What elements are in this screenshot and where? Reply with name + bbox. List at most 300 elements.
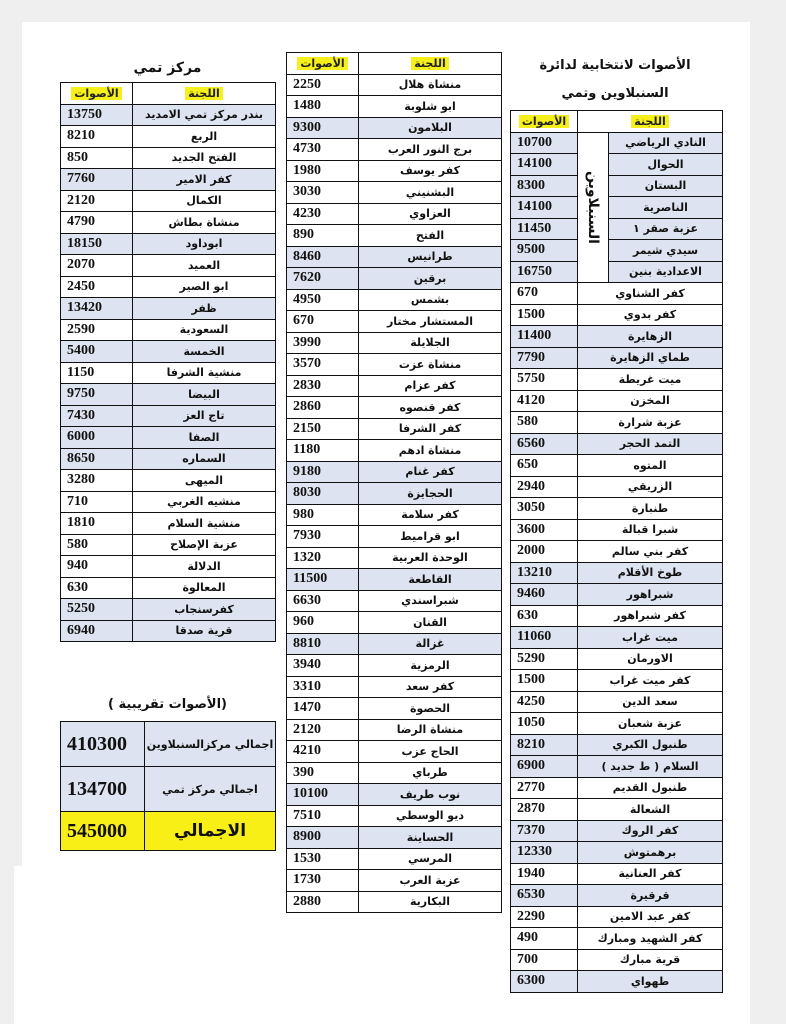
summary-row-sinbillawein: اجمالي مركزالسنبلاوين 410300 — [61, 722, 276, 767]
vote-count: 1500 — [511, 670, 578, 692]
vote-count: 13750 — [61, 104, 133, 126]
table-row — [61, 190, 276, 212]
committee-name: المرسي — [359, 848, 502, 870]
vote-count: 1150 — [61, 362, 133, 384]
table-row — [511, 476, 723, 498]
committee-name: منشاة عزت — [359, 354, 502, 376]
committee-name: السلام ( ط جديد ) — [578, 756, 723, 778]
table-row — [287, 741, 502, 763]
vote-count: 2880 — [287, 891, 359, 913]
committee-name: الزريقي — [578, 476, 723, 498]
main-title-line1: الأصوات لانتخابية لدائرة — [539, 58, 691, 73]
table-row — [287, 246, 502, 268]
vote-count: 7510 — [287, 805, 359, 827]
committee-name: ديو الوسطي — [359, 805, 502, 827]
vote-count: 630 — [511, 605, 578, 627]
votes-header: الأصوات — [511, 111, 578, 133]
vote-count: 5290 — [511, 648, 578, 670]
committee-name: برقين — [359, 268, 502, 290]
table-row — [287, 182, 502, 204]
vote-count: 2830 — [287, 375, 359, 397]
table-row — [61, 384, 276, 406]
vote-count: 670 — [511, 283, 578, 305]
table-row — [511, 283, 723, 305]
committee-name: كفر بني سالم — [578, 541, 723, 563]
table-row — [287, 569, 502, 591]
committee-name: المتوه — [578, 455, 723, 477]
committee-name: ابو قراميط — [359, 526, 502, 548]
vote-count: 7430 — [61, 405, 133, 427]
vote-count: 6560 — [511, 433, 578, 455]
committee-name: البيضا — [133, 384, 276, 406]
table-row — [287, 784, 502, 806]
committee-name: الوحدة العربية — [359, 547, 502, 569]
table-row — [511, 433, 723, 455]
committee-name: شبرا قبالة — [578, 519, 723, 541]
vote-count: 13420 — [61, 298, 133, 320]
committee-name: البكارية — [359, 891, 502, 913]
vote-count: 2070 — [61, 255, 133, 277]
committee-name: الحوال — [609, 154, 723, 176]
committee-name: القنان — [359, 612, 502, 634]
committee-name: العميد — [133, 255, 276, 277]
table-row — [511, 519, 723, 541]
vote-count: 4250 — [511, 691, 578, 713]
table-row — [511, 906, 723, 928]
vote-count: 3600 — [511, 519, 578, 541]
vote-count: 980 — [287, 504, 359, 526]
table-row — [61, 147, 276, 169]
vote-count: 12330 — [511, 842, 578, 864]
table-row — [287, 397, 502, 419]
table-row — [511, 648, 723, 670]
table-row — [511, 756, 723, 778]
table-row — [61, 513, 276, 535]
table-row — [287, 612, 502, 634]
table-row — [511, 584, 723, 606]
vote-count: 7370 — [511, 820, 578, 842]
table-row — [287, 74, 502, 96]
table-row — [511, 261, 723, 283]
committee-name: سيدي شيمر — [609, 240, 723, 262]
table-row — [287, 375, 502, 397]
vote-count: 8650 — [61, 448, 133, 470]
table-row — [61, 405, 276, 427]
vote-count: 10100 — [287, 784, 359, 806]
committee-name: الحاج عزب — [359, 741, 502, 763]
vote-count: 650 — [511, 455, 578, 477]
committee-header: اللجنة — [133, 83, 276, 105]
vote-count: 5400 — [61, 341, 133, 363]
vote-count: 8210 — [61, 126, 133, 148]
vote-count: 850 — [61, 147, 133, 169]
committee-name: كفر عزام — [359, 375, 502, 397]
committee-name: الاورمان — [578, 648, 723, 670]
vote-count: 11450 — [511, 218, 578, 240]
vote-count: 9750 — [61, 384, 133, 406]
vote-count: 2450 — [61, 276, 133, 298]
table-row — [511, 863, 723, 885]
vote-count: 700 — [511, 949, 578, 971]
table-row — [511, 326, 723, 348]
committee-name: منشية الشرفا — [133, 362, 276, 384]
committee-name: ابو شلوبة — [359, 96, 502, 118]
committee-name: عزبة شعبان — [578, 713, 723, 735]
committee-name: الحجايزة — [359, 483, 502, 505]
committee-name: ابو الصير — [133, 276, 276, 298]
table-header-row — [287, 53, 502, 75]
committee-name: البشنيني — [359, 182, 502, 204]
committee-name: النادي الرياضي — [609, 132, 723, 154]
table-row — [61, 255, 276, 277]
committee-name: منشاة الرضا — [359, 719, 502, 741]
table-row — [511, 347, 723, 369]
main-title-line2: السنبلاوين وتمي — [561, 86, 669, 101]
vote-count: 1810 — [61, 513, 133, 535]
committee-name: قرية صدقا — [133, 620, 276, 642]
vote-count: 2120 — [287, 719, 359, 741]
vote-count: 9460 — [511, 584, 578, 606]
table-row — [287, 676, 502, 698]
sinbillawein-group-label: السنبلاوين — [578, 132, 609, 283]
committee-name: كفر شبراهور — [578, 605, 723, 627]
tamai-committees-table — [60, 82, 276, 642]
table-row — [287, 891, 502, 913]
table-row — [511, 605, 723, 627]
committee-name: كفر الشناوي — [578, 283, 723, 305]
vote-count: 9500 — [511, 240, 578, 262]
sinbillawein-committees-table — [510, 110, 723, 993]
table-row — [287, 418, 502, 440]
committee-name: كفر قنصوه — [359, 397, 502, 419]
table-row — [61, 126, 276, 148]
vote-count: 7620 — [287, 268, 359, 290]
vote-count: 1980 — [287, 160, 359, 182]
committee-name: الزهايرة — [578, 326, 723, 348]
committee-name: طوخ الأقلام — [578, 562, 723, 584]
vote-count: 8460 — [287, 246, 359, 268]
vote-count: 580 — [61, 534, 133, 556]
table-row — [511, 369, 723, 391]
table-row — [511, 562, 723, 584]
committee-name: الصفا — [133, 427, 276, 449]
committee-name: البستان — [609, 175, 723, 197]
committee-name: شبراسندي — [359, 590, 502, 612]
committee-header: اللجنة — [359, 53, 502, 75]
vote-count: 670 — [287, 311, 359, 333]
committee-name: الفتح الجديد — [133, 147, 276, 169]
committee-name: كفر الشرفا — [359, 418, 502, 440]
committee-name: كفر سعد — [359, 676, 502, 698]
vote-count: 2870 — [511, 799, 578, 821]
vote-count: 11400 — [511, 326, 578, 348]
committee-name: سعد الدين — [578, 691, 723, 713]
vote-count: 1730 — [287, 870, 359, 892]
committee-name: الناصرية — [609, 197, 723, 219]
table-row — [511, 175, 723, 197]
table-row — [511, 971, 723, 993]
table-row — [287, 848, 502, 870]
table-row — [287, 139, 502, 161]
table-row — [287, 483, 502, 505]
vote-count: 2770 — [511, 777, 578, 799]
committee-name: ميت غراب — [578, 627, 723, 649]
committee-name: التمد الحجر — [578, 433, 723, 455]
table-row — [287, 117, 502, 139]
committee-name: كفر الامير — [133, 169, 276, 191]
committee-name: الفتح — [359, 225, 502, 247]
vote-count: 4210 — [287, 741, 359, 763]
committee-name: كفر عبد الامين — [578, 906, 723, 928]
table-row — [61, 233, 276, 255]
committee-name: عزبة صقر ١ — [609, 218, 723, 240]
table-row — [511, 691, 723, 713]
committee-name: المستشار مختار — [359, 311, 502, 333]
vote-count: 390 — [287, 762, 359, 784]
vote-count: 6000 — [61, 427, 133, 449]
table-row — [511, 777, 723, 799]
table-row — [511, 390, 723, 412]
table-row — [287, 354, 502, 376]
vote-count: 2000 — [511, 541, 578, 563]
committee-name: طرباي — [359, 762, 502, 784]
vote-count: 580 — [511, 412, 578, 434]
vote-count: 2860 — [287, 397, 359, 419]
vote-count: 6900 — [511, 756, 578, 778]
table-header-row — [511, 111, 723, 133]
table-row — [287, 590, 502, 612]
committee-name: نوب طريف — [359, 784, 502, 806]
table-row — [61, 319, 276, 341]
committee-name: قرية مبارك — [578, 949, 723, 971]
vote-count: 13210 — [511, 562, 578, 584]
committee-name: الحصوة — [359, 698, 502, 720]
table-row — [511, 304, 723, 326]
committee-name: برهمتوش — [578, 842, 723, 864]
committee-name: طرانيس — [359, 246, 502, 268]
committee-name: الرمزية — [359, 655, 502, 677]
committee-name: منشية السلام — [133, 513, 276, 535]
committee-name: طماي الزهايرة — [578, 347, 723, 369]
committee-name: ابوداود — [133, 233, 276, 255]
committee-name: المخزن — [578, 390, 723, 412]
vote-count: 7930 — [287, 526, 359, 548]
committee-name: تاج العز — [133, 405, 276, 427]
table-row — [287, 655, 502, 677]
vote-count: 2940 — [511, 476, 578, 498]
table-row — [287, 332, 502, 354]
table-row — [287, 311, 502, 333]
table-row — [61, 470, 276, 492]
vote-count: 8300 — [511, 175, 578, 197]
table-row — [61, 104, 276, 126]
vote-count: 8900 — [287, 827, 359, 849]
table-row — [511, 132, 723, 154]
vote-count: 3570 — [287, 354, 359, 376]
table-row — [61, 212, 276, 234]
vote-count: 960 — [287, 612, 359, 634]
table-row — [61, 362, 276, 384]
vote-count: 1320 — [287, 547, 359, 569]
committee-name: طهواي — [578, 971, 723, 993]
committee-name: الاعدادية بنين — [609, 261, 723, 283]
table-row — [287, 440, 502, 462]
vote-count: 1180 — [287, 440, 359, 462]
table-row — [287, 225, 502, 247]
vote-count: 10700 — [511, 132, 578, 154]
summary-table — [60, 721, 276, 851]
committee-name: منشاة بطاش — [133, 212, 276, 234]
vote-count: 6630 — [287, 590, 359, 612]
table-row — [287, 633, 502, 655]
table-row — [511, 949, 723, 971]
table-row — [511, 498, 723, 520]
vote-count: 6300 — [511, 971, 578, 993]
vote-count: 16750 — [511, 261, 578, 283]
table-row — [61, 448, 276, 470]
table-row — [61, 599, 276, 621]
vote-count: 1470 — [287, 698, 359, 720]
table-row — [287, 289, 502, 311]
table-row — [511, 820, 723, 842]
table-row — [287, 827, 502, 849]
table-row — [511, 928, 723, 950]
votes-header: الأصوات — [287, 53, 359, 75]
table-header-row — [61, 83, 276, 105]
committee-name: الدلالة — [133, 556, 276, 578]
vote-count: 9300 — [287, 117, 359, 139]
committee-name: العزاوي — [359, 203, 502, 225]
committee-name: بندر مركز تمي الامديد — [133, 104, 276, 126]
table-row — [511, 627, 723, 649]
committee-name: الكمال — [133, 190, 276, 212]
committee-name: منشاة هلال — [359, 74, 502, 96]
table-row — [61, 341, 276, 363]
committee-name: البلامون — [359, 117, 502, 139]
committee-name: عزبة الإصلاح — [133, 534, 276, 556]
committee-name: القاطعة — [359, 569, 502, 591]
vote-count: 14100 — [511, 154, 578, 176]
table-row — [61, 577, 276, 599]
vote-count: 1500 — [511, 304, 578, 326]
vote-count: 2150 — [287, 418, 359, 440]
vote-count: 3030 — [287, 182, 359, 204]
table-row — [287, 160, 502, 182]
committee-name: قرقيرة — [578, 885, 723, 907]
committee-name: ظفر — [133, 298, 276, 320]
committee-name: السماره — [133, 448, 276, 470]
table-row — [287, 96, 502, 118]
vote-count: 11500 — [287, 569, 359, 591]
table-row — [511, 197, 723, 219]
table-row — [287, 698, 502, 720]
table-row — [61, 169, 276, 191]
vote-count: 3050 — [511, 498, 578, 520]
summary-row-total: الاجمالي 545000 — [61, 812, 276, 851]
vote-count: 3310 — [287, 676, 359, 698]
committee-name: كفر سلامة — [359, 504, 502, 526]
committee-name: طنبارة — [578, 498, 723, 520]
committee-name: الخمسة — [133, 341, 276, 363]
table-row — [61, 534, 276, 556]
table-row — [287, 719, 502, 741]
committee-name: منشاة ادهم — [359, 440, 502, 462]
vote-count: 18150 — [61, 233, 133, 255]
vote-count: 7760 — [61, 169, 133, 191]
committee-name: طنبول الكبري — [578, 734, 723, 756]
vote-count: 5250 — [61, 599, 133, 621]
committee-name: كفر العنانية — [578, 863, 723, 885]
committee-name: كفرسنجاب — [133, 599, 276, 621]
table-row — [61, 556, 276, 578]
vote-count: 4790 — [61, 212, 133, 234]
tamai-title: مركز تمي — [133, 60, 202, 76]
table-row — [287, 526, 502, 548]
table-row — [287, 547, 502, 569]
committee-name: كفر يوسف — [359, 160, 502, 182]
table-row — [511, 670, 723, 692]
table-row — [511, 154, 723, 176]
table-row — [287, 461, 502, 483]
table-row — [287, 504, 502, 526]
vote-count: 7790 — [511, 347, 578, 369]
committee-name: شبراهور — [578, 584, 723, 606]
table-row — [61, 491, 276, 513]
vote-count: 8810 — [287, 633, 359, 655]
table-row — [511, 455, 723, 477]
vote-count: 8210 — [511, 734, 578, 756]
committee-name: طنبول القديم — [578, 777, 723, 799]
table-row — [511, 240, 723, 262]
vote-count: 490 — [511, 928, 578, 950]
vote-count: 940 — [61, 556, 133, 578]
vote-count: 2250 — [287, 74, 359, 96]
committee-name: كفر ميت غراب — [578, 670, 723, 692]
vote-count: 4230 — [287, 203, 359, 225]
table-row — [511, 541, 723, 563]
table-row — [287, 203, 502, 225]
committee-name: عزبة العرب — [359, 870, 502, 892]
vote-count: 9180 — [287, 461, 359, 483]
vote-count: 890 — [287, 225, 359, 247]
committee-name: بشمس — [359, 289, 502, 311]
table-row — [511, 842, 723, 864]
committee-name: المعالوة — [133, 577, 276, 599]
committee-name: كفر الشهيد ومبارك — [578, 928, 723, 950]
vote-count: 3940 — [287, 655, 359, 677]
page-edge — [14, 866, 34, 1024]
committee-name: برج النور العرب — [359, 139, 502, 161]
committee-name: كفر غنام — [359, 461, 502, 483]
committee-name: الربع — [133, 126, 276, 148]
table-row — [287, 805, 502, 827]
committee-name: الجلايلة — [359, 332, 502, 354]
vote-count: 1050 — [511, 713, 578, 735]
committee-name: كفر الروك — [578, 820, 723, 842]
table-row — [287, 870, 502, 892]
middle-committees-table — [286, 52, 502, 913]
vote-count: 1940 — [511, 863, 578, 885]
summary-row-tamai: اجمالي مركز تمي 134700 — [61, 767, 276, 812]
vote-count: 4730 — [287, 139, 359, 161]
table-row — [61, 298, 276, 320]
vote-count: 6940 — [61, 620, 133, 642]
table-row — [511, 734, 723, 756]
table-row — [511, 713, 723, 735]
table-row — [511, 218, 723, 240]
table-row — [61, 620, 276, 642]
vote-count: 8030 — [287, 483, 359, 505]
